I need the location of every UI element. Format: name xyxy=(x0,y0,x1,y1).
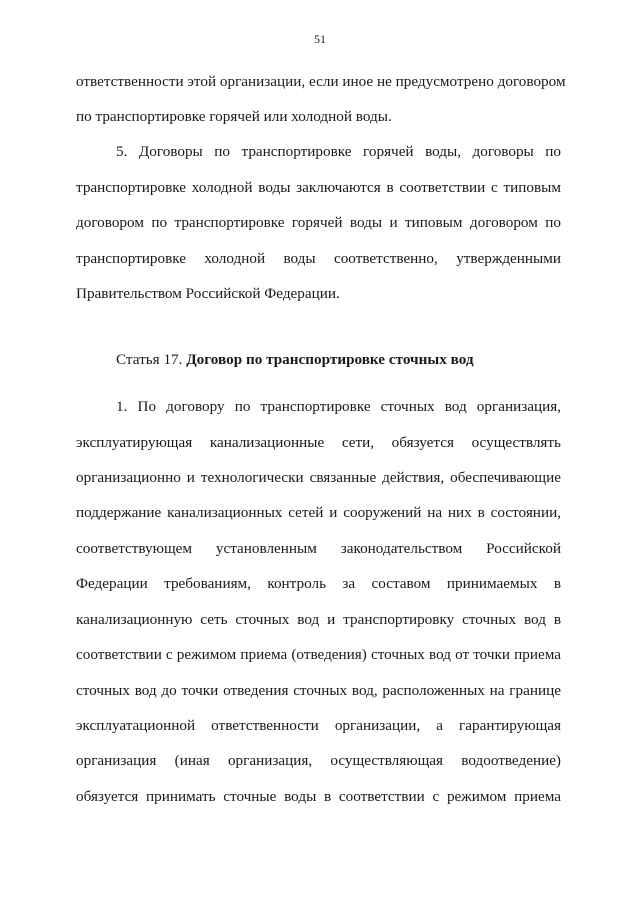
text-line: 5. Договоры по транспортировке горячей воды, договоры по xyxy=(116,143,561,160)
text-line: организация (иная организация, осуществляющая водоотведение) xyxy=(76,752,561,769)
text-line: эксплуатирующая канализационные сети, обязуется осуществлять xyxy=(76,434,561,451)
text-line: договором по транспортировке горячей воды и типовым договором по xyxy=(76,214,561,231)
text-line: соответствующем установленным законодательством Российской xyxy=(76,540,561,557)
text-line: поддержание канализационных сетей и сооружений на них в состоянии, xyxy=(76,504,561,521)
text-line: Федерации требованиям, контроль за составом принимаемых в xyxy=(76,575,561,592)
article-label: Статья 17. xyxy=(116,351,187,368)
text-line: ответственности этой организации, если иное не предусмотрено договором xyxy=(76,73,566,90)
text-line: 1. По договору по транспортировке сточных вод организация, xyxy=(116,398,561,415)
text-line: обязуется принимать сточные воды в соответствии с режимом приема xyxy=(76,788,561,805)
text-line: транспортировке холодной воды соответственно, утвержденными xyxy=(76,250,561,267)
article-title: Договор по транспортировке сточных вод xyxy=(186,351,474,368)
article-heading xyxy=(116,350,556,370)
text-line: эксплуатационной ответственности организации, а гарантирующая xyxy=(76,717,561,734)
text-line: соответствии с режимом приема (отведения) сточных вод от точки приема xyxy=(76,646,561,663)
text-line: по транспортировке горячей или холодной воды. xyxy=(76,108,392,125)
page-number: 51 xyxy=(314,32,326,46)
text-line: Правительством Российской Федерации. xyxy=(76,285,340,302)
text-line: транспортировке холодной воды заключаются в соответствии с типовым xyxy=(76,179,561,196)
text-line: сточных вод до точки отведения сточных вод, расположенных на границе xyxy=(76,682,561,699)
text-line: организационно и технологически связанные действия, обеспечивающие xyxy=(76,469,561,486)
text-line: канализационную сеть сточных вод и транспортировку сточных вод в xyxy=(76,611,561,628)
